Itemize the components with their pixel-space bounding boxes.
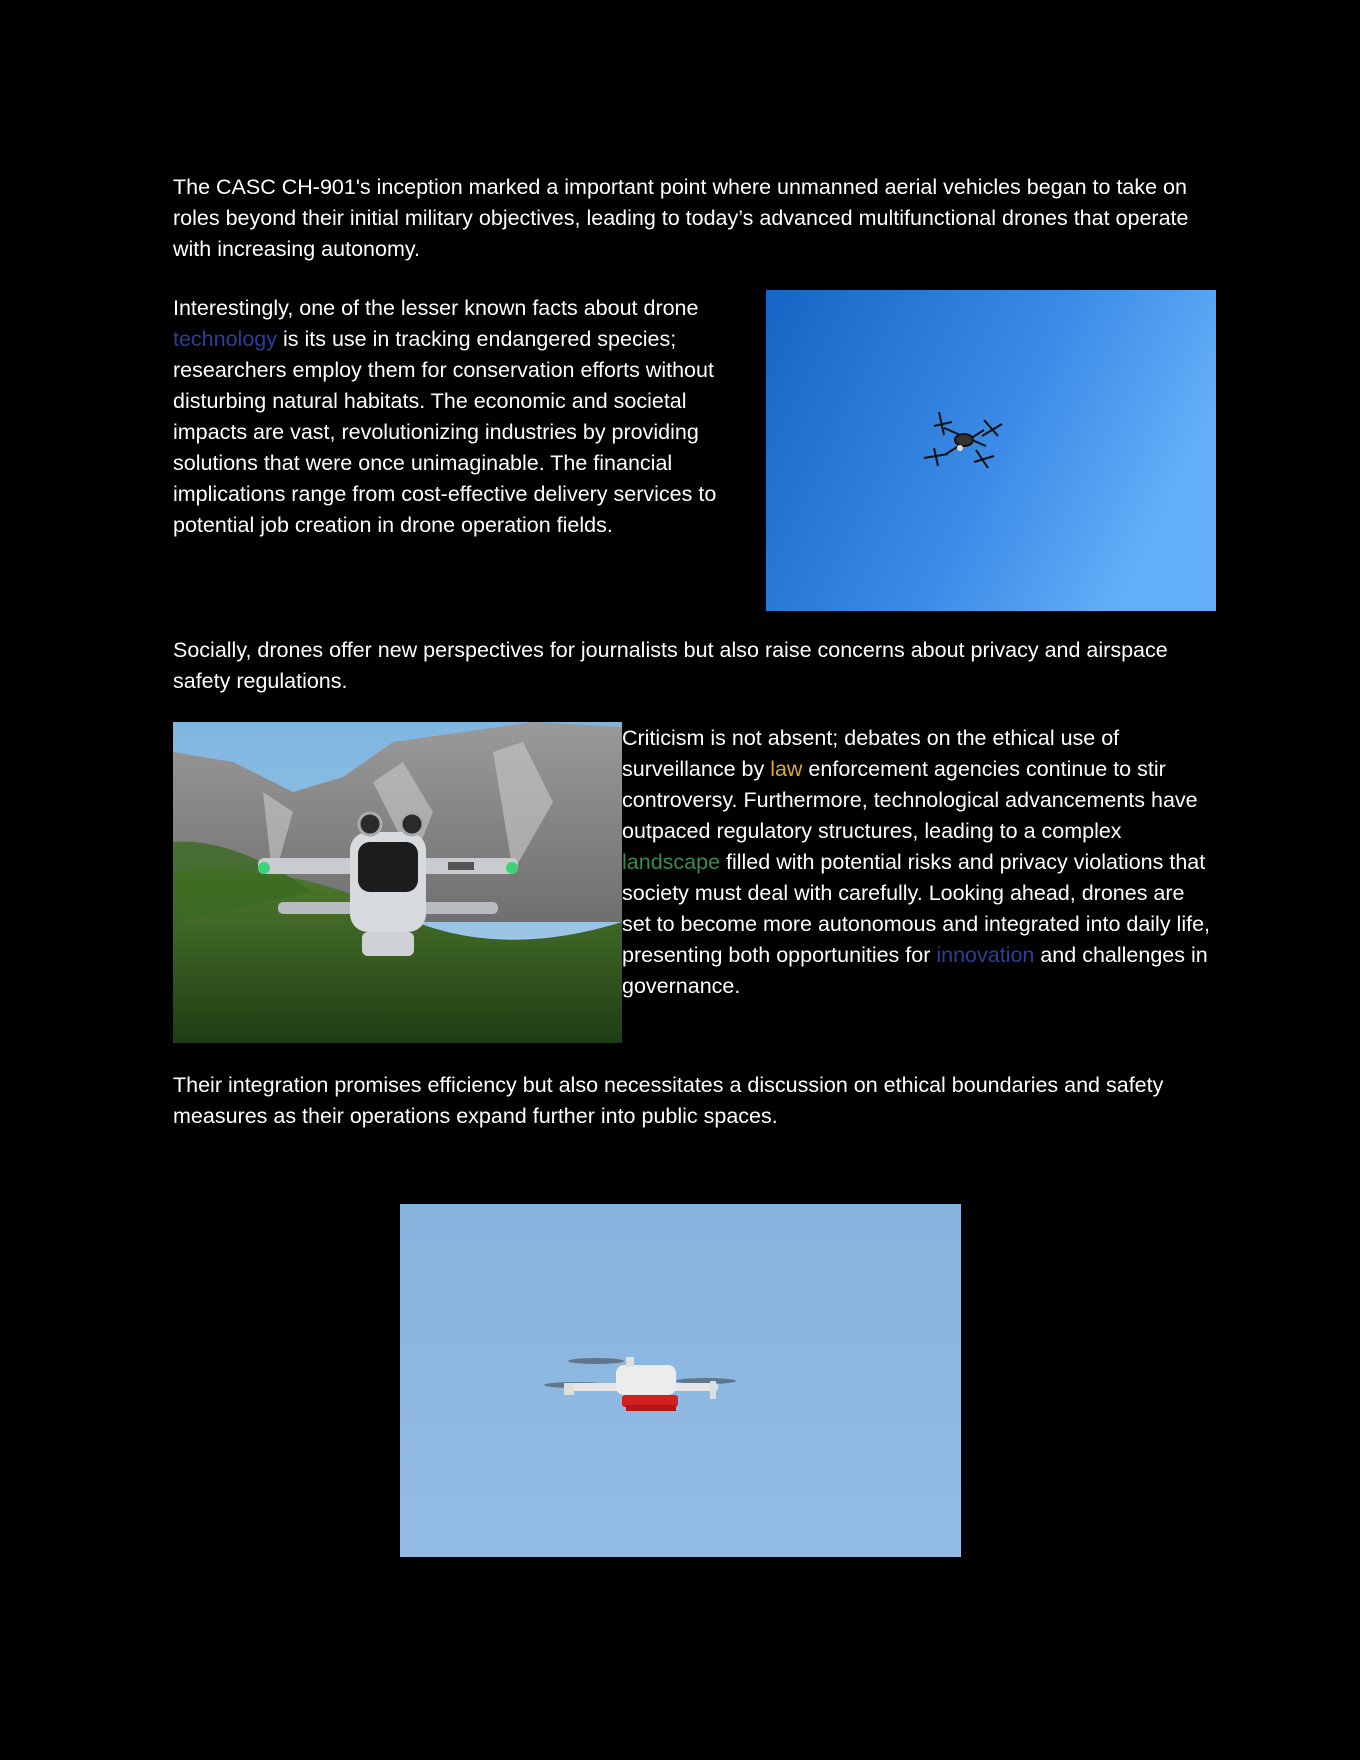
link-law[interactable]: law bbox=[770, 757, 803, 781]
para4-part2: enforcement agencies continue to stir controversy. Furthermore, technological advancements have outpaced regulatory structures, leading to a complex bbox=[622, 757, 1198, 843]
para2-after: is its use in tracking endangered species; researchers employ them for conservation efforts without disturbing natural habitats. The economic and societal impacts are vast, revolutionizing industries by providing solutions that were once unimaginable. The financial implications range from cost-effective delivery services to potential job creation in drone operation fields. bbox=[173, 327, 717, 537]
para4-part3: filled with potential risks and privacy violations that society must deal with carefully. Looking ahead, drones are set to become more autonomous and integrated into daily life, presenting both opportunities for bbox=[622, 850, 1211, 967]
drone-blue-sky-photo bbox=[766, 290, 1216, 611]
article bbox=[173, 172, 1216, 1132]
paragraph-criticism bbox=[622, 722, 1216, 1002]
paragraph-social: Socially, drones offer new perspectives for journalists but also raise concerns about privacy and airspace safety regulations. bbox=[173, 638, 1168, 693]
paragraph-intro: The CASC CH-901's inception marked a important point where unmanned aerial vehicles began to take on roles beyond their initial military objectives, leading to today’s advanced multifunctional drones that operate with increasing autonomy. bbox=[173, 175, 1189, 261]
para4-part4: and challenges in governance. bbox=[622, 943, 1208, 998]
paragraph-conservation bbox=[173, 290, 751, 541]
link-innovation[interactable]: innovation bbox=[936, 943, 1035, 967]
paragraph-integration: Their integration promises efficiency but also necessitates a discussion on ethical boundaries and safety measures as their operations expand further into public spaces. bbox=[173, 1073, 1164, 1128]
drone-light-sky-photo bbox=[400, 1204, 961, 1557]
para2-before: Interestingly, one of the lesser known facts about drone bbox=[173, 296, 699, 320]
drone-mountain-photo bbox=[173, 722, 622, 1043]
para4-part1: Criticism is not absent; debates on the ethical use of surveillance by bbox=[622, 726, 1120, 781]
link-technology[interactable]: technology bbox=[173, 327, 277, 351]
section-conservation bbox=[173, 290, 1216, 611]
link-landscape[interactable]: landscape bbox=[622, 850, 721, 874]
section-criticism bbox=[173, 722, 1216, 1043]
